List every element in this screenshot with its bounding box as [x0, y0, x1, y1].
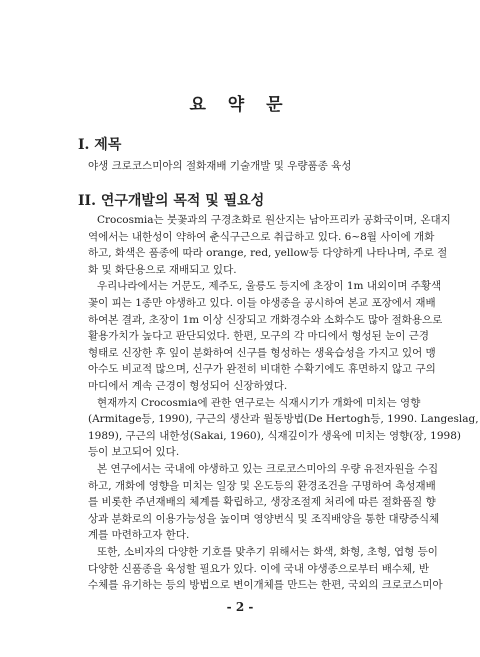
- paragraph-line: 등이 보고되어 있다.: [88, 446, 180, 459]
- paragraph-line: 수체를 유기하는 등의 방법으로 변이개체를 만드는 한편, 국외의 크로코스미아: [88, 579, 443, 592]
- paragraph-line: 화 및 화단용으로 재배되고 있다.: [88, 263, 237, 276]
- paragraph-line: 현재까지 Crocosmia에 관한 연구로는 식재시기가 개화에 미치는 영향: [97, 396, 421, 409]
- paragraph-line: 다양한 신품종을 육성할 필요가 있다. 이에 국내 야생종으로부터 배수체, 반: [88, 562, 430, 575]
- paragraph-line: 마디에서 계속 근경이 형성되어 신장하였다.: [88, 380, 288, 392]
- paragraph-line: 꽃이 피는 1종만 야생하고 있다. 이들 야생종을 공시하여 본교 포장에서 재배: [88, 297, 436, 309]
- paragraph-line: 또한, 소비자의 다양한 기호를 맞추기 위해서는 화색, 화형, 초형, 엽형 등이: [97, 546, 438, 558]
- paragraph-line: 아수도 비교적 많으며, 신구가 완전히 비대한 수확기에도 휴면하지 않고 구의: [88, 363, 436, 376]
- paragraph-line: 본 연구에서는 국내에 야생하고 있는 크로코스미아의 우량 유전자원을 수집: [97, 463, 439, 475]
- paragraph-line: 우리나라에서는 거문도, 제주도, 울릉도 등지에 초장이 1m 내외이며 주황색: [97, 280, 442, 293]
- paragraph-line: (Armitage등, 1990), 구근의 생산과 월동방법(De Hertogh등, 1990. Langeslag,: [88, 413, 479, 426]
- paragraph-line: 하고, 개화에 영향을 미치는 일장 및 온도등의 환경조건을 구명하여 촉성재배: [88, 479, 436, 492]
- section-heading-title: I. 제목: [78, 137, 122, 153]
- page-title: 요 약 문: [189, 95, 291, 115]
- paragraph-line: 하고, 화색은 품종에 따라 orange, red, yellow등 다양하게 나타나며, 주로 절: [88, 247, 448, 260]
- paragraph-line: 상과 분화로의 이용가능성을 높이며 영양번식 및 조직배양을 통한 대량증식체: [88, 512, 440, 525]
- paragraph-line: 형태로 신장한 후 잎이 분화하여 신구를 형성하는 생육습성을 가지고 있어 맹: [88, 346, 436, 359]
- paragraph-line: 계를 마련하고자 한다.: [88, 529, 190, 542]
- paragraph-line: 역에서는 내한성이 약하여 춘식구근으로 취급하고 있다. 6~8월 사이에 개화: [88, 230, 435, 243]
- paragraph-line: Crocosmia는 붓꽃과의 구경초화로 원산지는 남아프리카 공화국이며, 온대지: [97, 214, 451, 226]
- paragraph-line: 를 비롯한 주년재배의 체계를 확립하고, 생장조절제 처리에 따른 절화품질 향: [88, 496, 436, 509]
- research-title-text: 야생 크로코스미아의 절화재배 기술개발 및 우량품종 육성: [88, 160, 352, 172]
- paragraph-line: 하여본 결과, 초장이 1m 이상 신장되고 개화경수와 소화수도 많아 절화용으로: [88, 313, 443, 326]
- paragraph-line: 1989), 구근의 내한성(Sakai, 1960), 식재깊이가 생육에 미치는 영향(장, 1998): [88, 429, 461, 442]
- paragraph-line: 활용가치가 높다고 판단되었다. 한편, 모구의 각 마디에서 형성된 눈이 근경: [88, 330, 430, 343]
- section-heading-purpose: II. 연구개발의 목적 및 필요성: [78, 193, 265, 209]
- page-number: - 2 -: [226, 600, 254, 614]
